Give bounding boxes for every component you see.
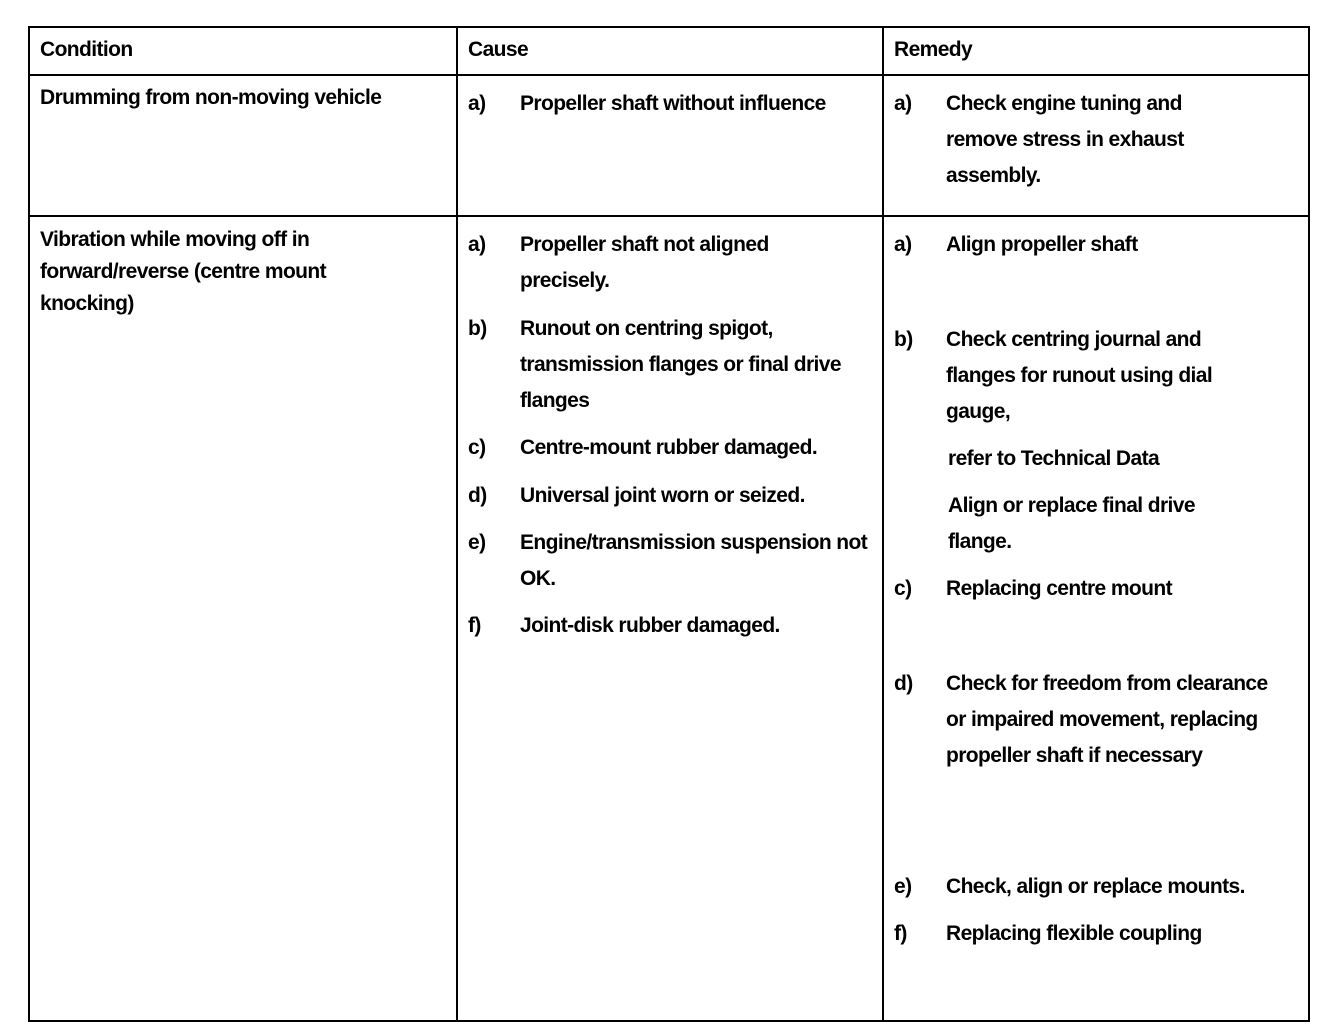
item-text: Engine/transmission suspension not OK. — [520, 531, 868, 590]
item-marker: b) — [894, 328, 913, 351]
item-text: Check engine tuning and remove stress in exhaust assembly. — [946, 92, 1184, 187]
item-text: Align propeller shaft — [946, 233, 1138, 256]
item-text: Check, align or replace mounts. — [946, 875, 1245, 898]
item-text: Propeller shaft not aligned precisely. — [520, 233, 769, 292]
item-marker: c) — [894, 577, 912, 600]
column-divider-cause-remedy — [882, 28, 884, 1020]
item-text: Replacing flexible coupling — [946, 922, 1202, 945]
item-text: Centre-mount rubber damaged. — [520, 436, 818, 459]
item-marker: c) — [468, 436, 486, 459]
header-divider — [30, 74, 1308, 76]
item-marker: b) — [468, 317, 487, 340]
row2-condition: Vibration while moving off in forward/reverse (centre mount knocking) — [40, 228, 327, 315]
item-text: Check for freedom from clearance or impaired movement, replacing propeller shaft if necessary — [946, 672, 1268, 767]
item-text: Propeller shaft without influence — [520, 92, 826, 115]
column-divider-condition-cause — [456, 28, 458, 1020]
item-marker: e) — [468, 531, 486, 554]
header-cause: Cause — [468, 38, 529, 61]
row-divider — [30, 215, 1308, 217]
item-marker: f) — [468, 614, 481, 637]
item-marker: a) — [894, 233, 912, 256]
item-text: Universal joint worn or seized. — [520, 484, 805, 507]
row2-remedy-b-note-final-drive: Align or replace final drive flange. — [948, 494, 1195, 553]
item-marker: f) — [894, 922, 907, 945]
item-text: Joint-disk rubber damaged. — [520, 614, 780, 637]
item-text: Check centring journal and flanges for runout using dial gauge, — [946, 328, 1213, 423]
troubleshooting-table — [28, 26, 1310, 1022]
header-condition: Condition — [40, 38, 133, 61]
item-marker: a) — [468, 233, 486, 256]
row1-condition: Drumming from non-moving vehicle — [40, 86, 382, 109]
item-marker: d) — [468, 484, 487, 507]
item-marker: a) — [894, 92, 912, 115]
item-marker: e) — [894, 875, 912, 898]
header-remedy: Remedy — [894, 38, 973, 61]
item-text: Replacing centre mount — [946, 577, 1173, 600]
row2-remedy-b-note-technical-data: refer to Technical Data — [948, 447, 1160, 470]
item-marker: d) — [894, 672, 913, 695]
item-marker: a) — [468, 92, 486, 115]
item-text: Runout on centring spigot, transmission flanges or final drive flanges — [520, 317, 841, 412]
